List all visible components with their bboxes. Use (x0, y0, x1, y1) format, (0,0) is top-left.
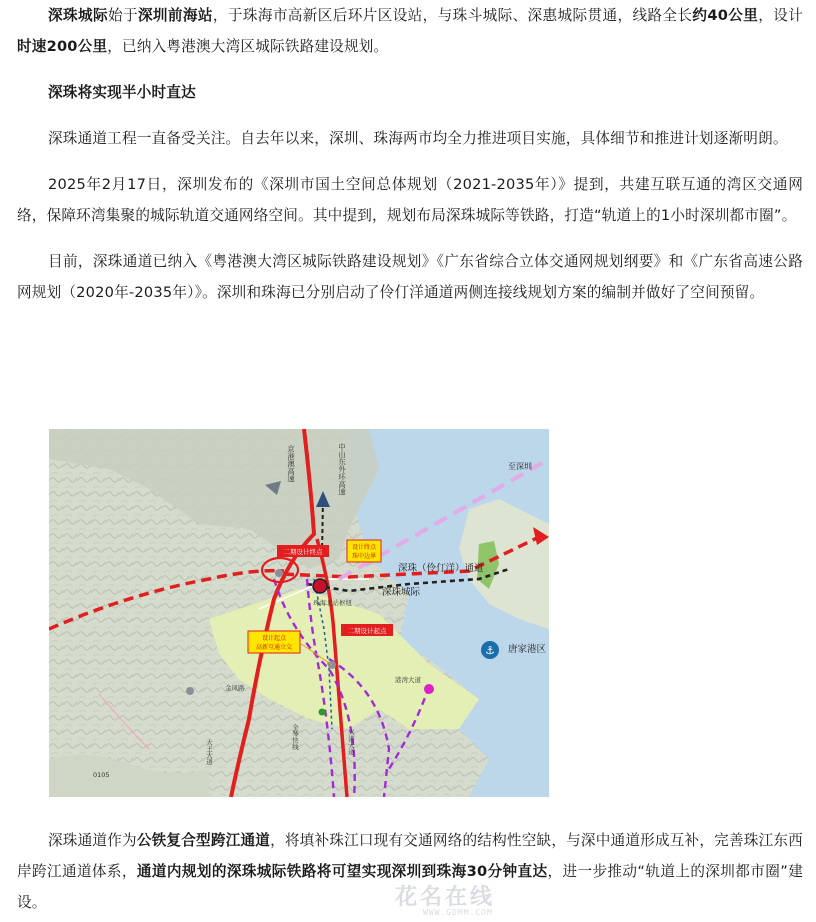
label-jinqin: 金琴快线 (291, 724, 299, 750)
paragraph-1: 深珠城际始于深圳前海站，于珠海市高新区后环片区设站，与珠斗城际、深惠城际贯通，线路全长约40公里，设计时速200公里，已纳入粤港澳大湾区城际铁路建设规划。 (17, 7, 804, 55)
term-combined-channel: 公铁复合型跨江通道 (136, 832, 271, 849)
paragraph-2: 深珠通道工程一直备受关注。自去年以来，深圳、珠海两市均全力推进项目实施，具体细节和推进计划逐渐明朗。 (48, 130, 788, 147)
label-tangjia: 唐家港区 (508, 644, 547, 655)
term-30min: 通道内规划的深珠城际铁路将可望实现深圳到珠海30分钟直达 (136, 863, 548, 880)
section-heading: 深珠将实现半小时直达 (48, 84, 196, 101)
paragraph-5: 深珠通道作为公铁复合型跨江通道，将填补珠江口现有交通网络的结构性空缺，与深中通道形成互补，完善珠江东西岸跨江通道体系，通道内规划的深珠城际铁路将可望实现深圳到珠海30分钟直达，进一步推动“轨道上的深圳都市圈”建设。 (17, 832, 803, 911)
label-intercity: 深珠城际 (382, 587, 421, 598)
hub-station-icon (313, 579, 327, 593)
svg-text:设计终点: 设计终点 (351, 544, 377, 551)
svg-text:二期设计起点: 二期设计起点 (347, 627, 387, 635)
paragraph-3: 2025年2月17日，深圳发布的《深圳市国土空间总体规划（2021-2035年）》提到，共建互联互通的湾区交通网络，保障环湾集聚的城际轨道交通网络空间。其中提到，规划布局深珠城际等铁路，打造“轨道上的1小时深圳都市圈”。 (17, 176, 803, 224)
term-speed: 时速200公里 (17, 38, 108, 55)
term-shenzhu-intercity: 深珠城际 (48, 7, 108, 24)
svg-text:二期设计终点: 二期设计终点 (283, 548, 323, 556)
station-green-icon (319, 709, 326, 716)
svg-text:设计起点: 设计起点 (261, 635, 287, 642)
route-map (49, 429, 549, 797)
label-jinfeng: 金凤路 (225, 684, 245, 692)
svg-text:⚓: ⚓ (485, 644, 495, 657)
label-xingang: 兴港大道 (347, 729, 355, 755)
article-body (17, 0, 803, 308)
watermark-url: WWW.GDMM.COM (423, 908, 493, 917)
label-zhongshan: 中山东外环高速 (337, 443, 347, 496)
label-to-shenzhen: 至深圳 (508, 462, 532, 471)
paragraph-4: 目前，深珠通道已纳入《粤港澳大湾区城际铁路建设规划》《广东省综合立体交通网规划纲要》和《广东省高速公路网规划（2020年-2035年）》。深圳和珠海已分别启动了伶仃洋通道两侧连接线规划方案的编制并做好了空间预留。 (17, 253, 803, 301)
term-length: 约40公里 (692, 7, 759, 24)
svg-text:高新互通立交: 高新互通立交 (255, 644, 293, 651)
watermark-text: 花名在线 (395, 885, 496, 910)
station-pink-icon (424, 684, 434, 694)
route-map-figure (49, 429, 549, 797)
svg-text:珠中边界: 珠中边界 (351, 553, 377, 560)
label-hub: 珠海北站枢纽 (313, 599, 352, 607)
label-gangwan: 港湾大道 (395, 676, 421, 684)
label-0105: 0105 (93, 771, 110, 779)
label-jinggang: 京港澳高速 (286, 445, 296, 483)
site-watermark (395, 880, 515, 918)
label-channel: 深珠（伶仃洋）通道 (398, 563, 484, 574)
label-dawang: 大王大道 (205, 739, 213, 765)
term-qianhai-station: 深圳前海站 (137, 7, 213, 24)
